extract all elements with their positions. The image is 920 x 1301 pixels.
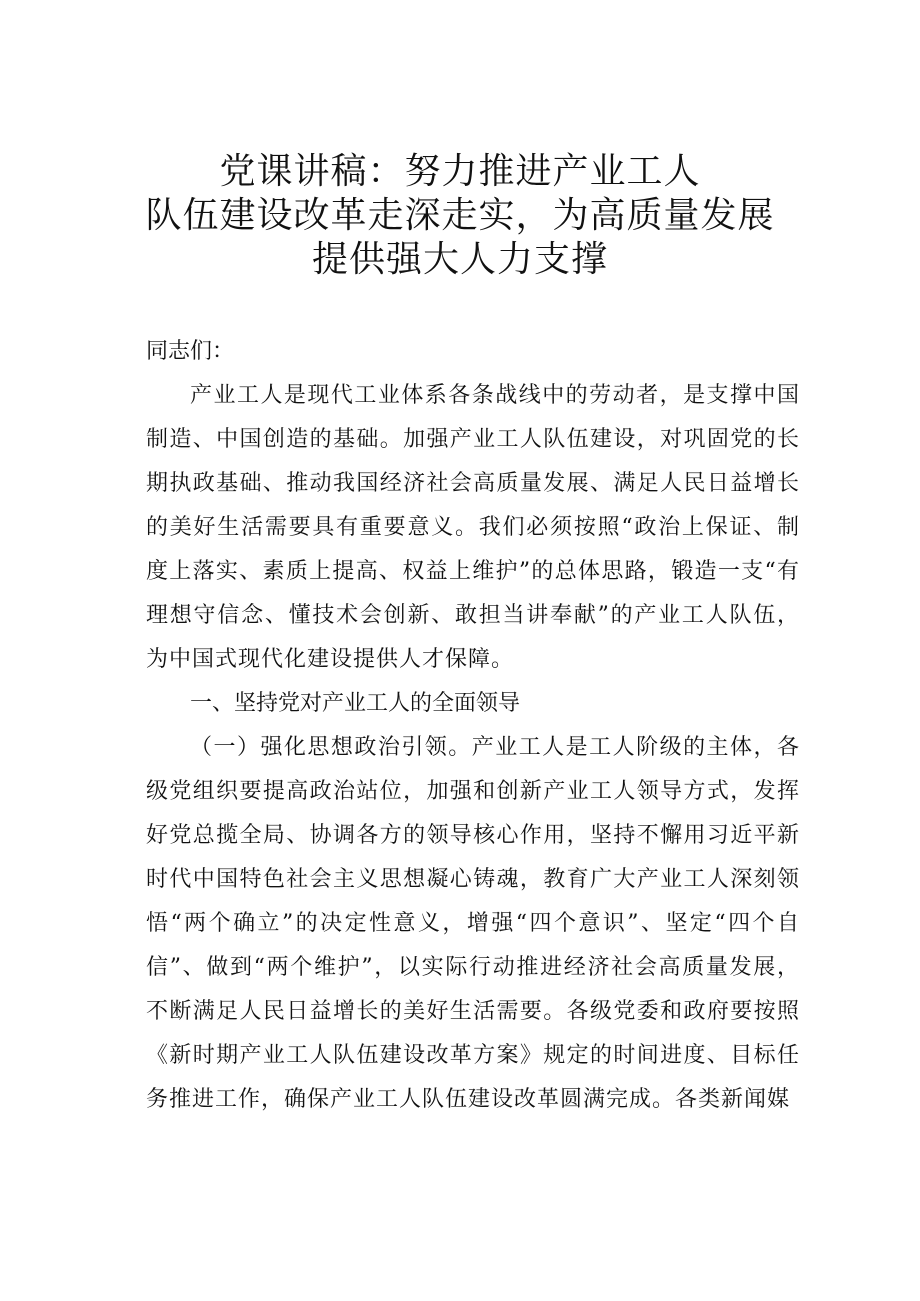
document-body [146, 330, 800, 1122]
section-heading-1: 一、坚持党对产业工人的全面领导 [190, 691, 521, 716]
intro-paragraph: 产业工人是现代工业体系各条战线中的劳动者，是支撑中国制造、中国创造的基础。加强产业工人队伍建设，对巩固党的长期执政基础、推动我国经济社会高质量发展、满足人民日益增长的美好生活需要具有重要意义。我们必须按照“政治上保证、制度上落实、素质上提高、权益上维护”的总体思路，锻造一支“有理想守信念、懂技术会创新、敢担当讲奉献”的产业工人队伍，为中国式现代化建设提供人才保障。 [146, 383, 800, 672]
title-line-3: 提供强大人力支撑 [311, 239, 608, 280]
salutation: 同志们： [146, 339, 235, 364]
section-1-paragraph: （一）强化思想政治引领。产业工人是工人阶级的主体，各级党组织要提高政治站位，加强和创新产业工人领导方式，发挥好党总揽全局、协调各方的领导核心作用，坚持不懈用习近平新时代中国特色社会主义思想凝心铸魂，教育广大产业工人深刻领悟“两个确立”的决定性意义，增强“四个意识”、坚定“四个自信”、做到“两个维护”，以实际行动推进经济社会高质量发展，不断满足人民日益增长的美好生活需要。各级党委和政府要按照《新时期产业工人队伍建设改革方案》规定的时间进度、目标任务推进工作，确保产业工人队伍建设改革圆满完成。各类新闻媒 [146, 735, 800, 1112]
title-line-2: 队伍建设改革走深走实，为高质量发展 [145, 195, 775, 236]
title-line-1: 党课讲稿：努力推进产业工人 [219, 151, 701, 192]
document-title [120, 150, 800, 282]
